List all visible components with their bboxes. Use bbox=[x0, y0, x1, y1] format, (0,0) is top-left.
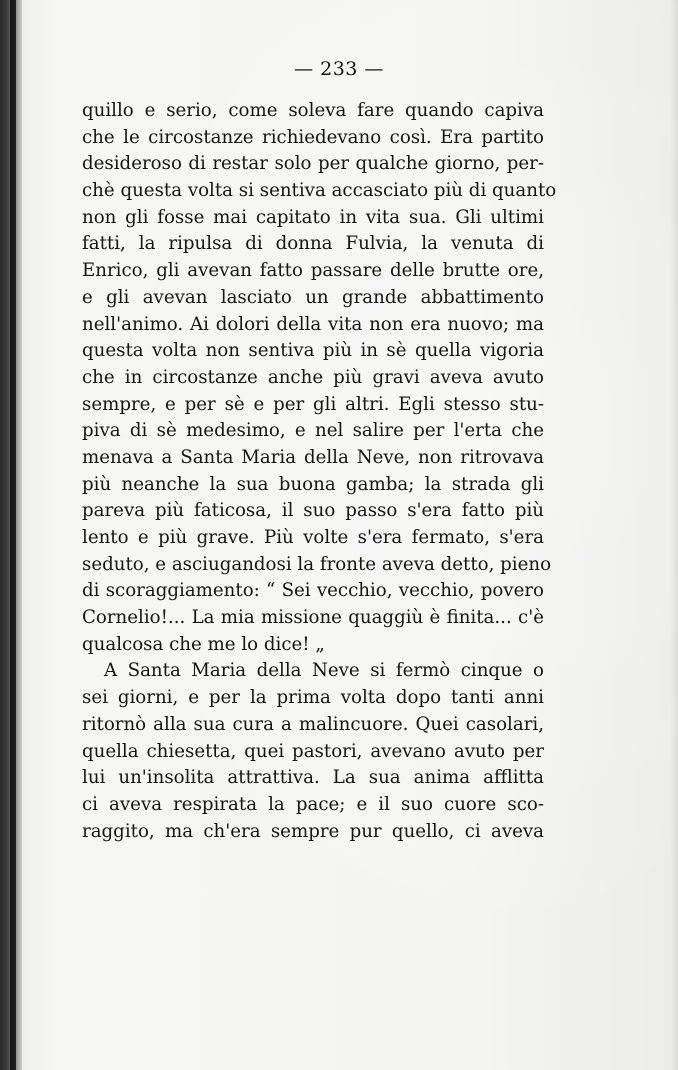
text-line: lento e più grave. Più volte s'era fermato, s'era bbox=[82, 527, 544, 548]
text-line: sei giorni, e per la prima volta dopo tanti anni bbox=[82, 687, 544, 709]
binding-shadow-line bbox=[10, 0, 16, 1070]
text-line: raggito, ma ch'era sempre pur quello, ci aveva bbox=[82, 820, 544, 842]
text-line: di scoraggiamento: “ Sei vecchio, vecchio, povero bbox=[82, 580, 544, 602]
text-line: nell'animo. Ai dolori della vita non era nuovo; ma bbox=[82, 313, 544, 335]
text-line: pareva più faticosa, il suo passo s'era fatto più bbox=[82, 500, 544, 522]
text-line: quillo e serio, come soleva fare quando capiva bbox=[82, 100, 544, 121]
text-line: fatti, la ripulsa di donna Fulvia, la venuta di bbox=[82, 233, 544, 255]
text-line: ci aveva respirata la pace; e il suo cuore sco- bbox=[82, 793, 544, 815]
text-line: ritornò alla sua cura a malincuore. Quei casolari, bbox=[82, 713, 544, 735]
text-line: menava a Santa Maria della Neve, non ritrovava bbox=[82, 446, 544, 468]
text-line: e gli avevan lasciato un grande abbattimento bbox=[82, 286, 544, 308]
text-line: chè questa volta si sentiva accasciato più di quanto bbox=[82, 180, 557, 202]
text-line: che le circostanze richiedevano così. Era partito bbox=[82, 126, 544, 148]
text-line: A Santa Maria della Neve si fermò cinque o bbox=[104, 660, 544, 682]
text-line: seduto, e asciugandosi la fronte aveva detto, pieno bbox=[82, 553, 552, 575]
text-line: desideroso di restar solo per qualche giorno, per- bbox=[82, 153, 544, 175]
text-line: piva di sè medesimo, e nel salire per l'erta che bbox=[82, 420, 544, 442]
page-right-edge bbox=[670, 0, 678, 1070]
text-line: quella chiesetta, quei pastori, avevano avuto per bbox=[82, 740, 544, 762]
text-line: sempre, e per sè e per gli altri. Egli stesso stu- bbox=[82, 393, 544, 415]
text-line: non gli fosse mai capitato in vita sua. Gli ultimi bbox=[82, 206, 544, 228]
text-line: lui un'insolita attrattiva. La sua anima afflitta bbox=[82, 767, 544, 789]
text-line: questa volta non sentiva più in sè quella vigoria bbox=[82, 340, 544, 362]
body-text bbox=[82, 98, 557, 845]
text-line: più neanche la sua buona gamba; la strada gli bbox=[82, 473, 544, 495]
page-number: — 233 — bbox=[294, 58, 384, 80]
text-line: Enrico, gli avevan fatto passare delle brutte ore, bbox=[82, 260, 544, 282]
text-line: qualcosa che me lo dice! „ bbox=[82, 633, 325, 655]
text-line: che in circostanze anche più gravi aveva avuto bbox=[82, 366, 544, 388]
text-line: Cornelio!... La mia missione quaggiù è finita... c'è bbox=[82, 607, 544, 629]
